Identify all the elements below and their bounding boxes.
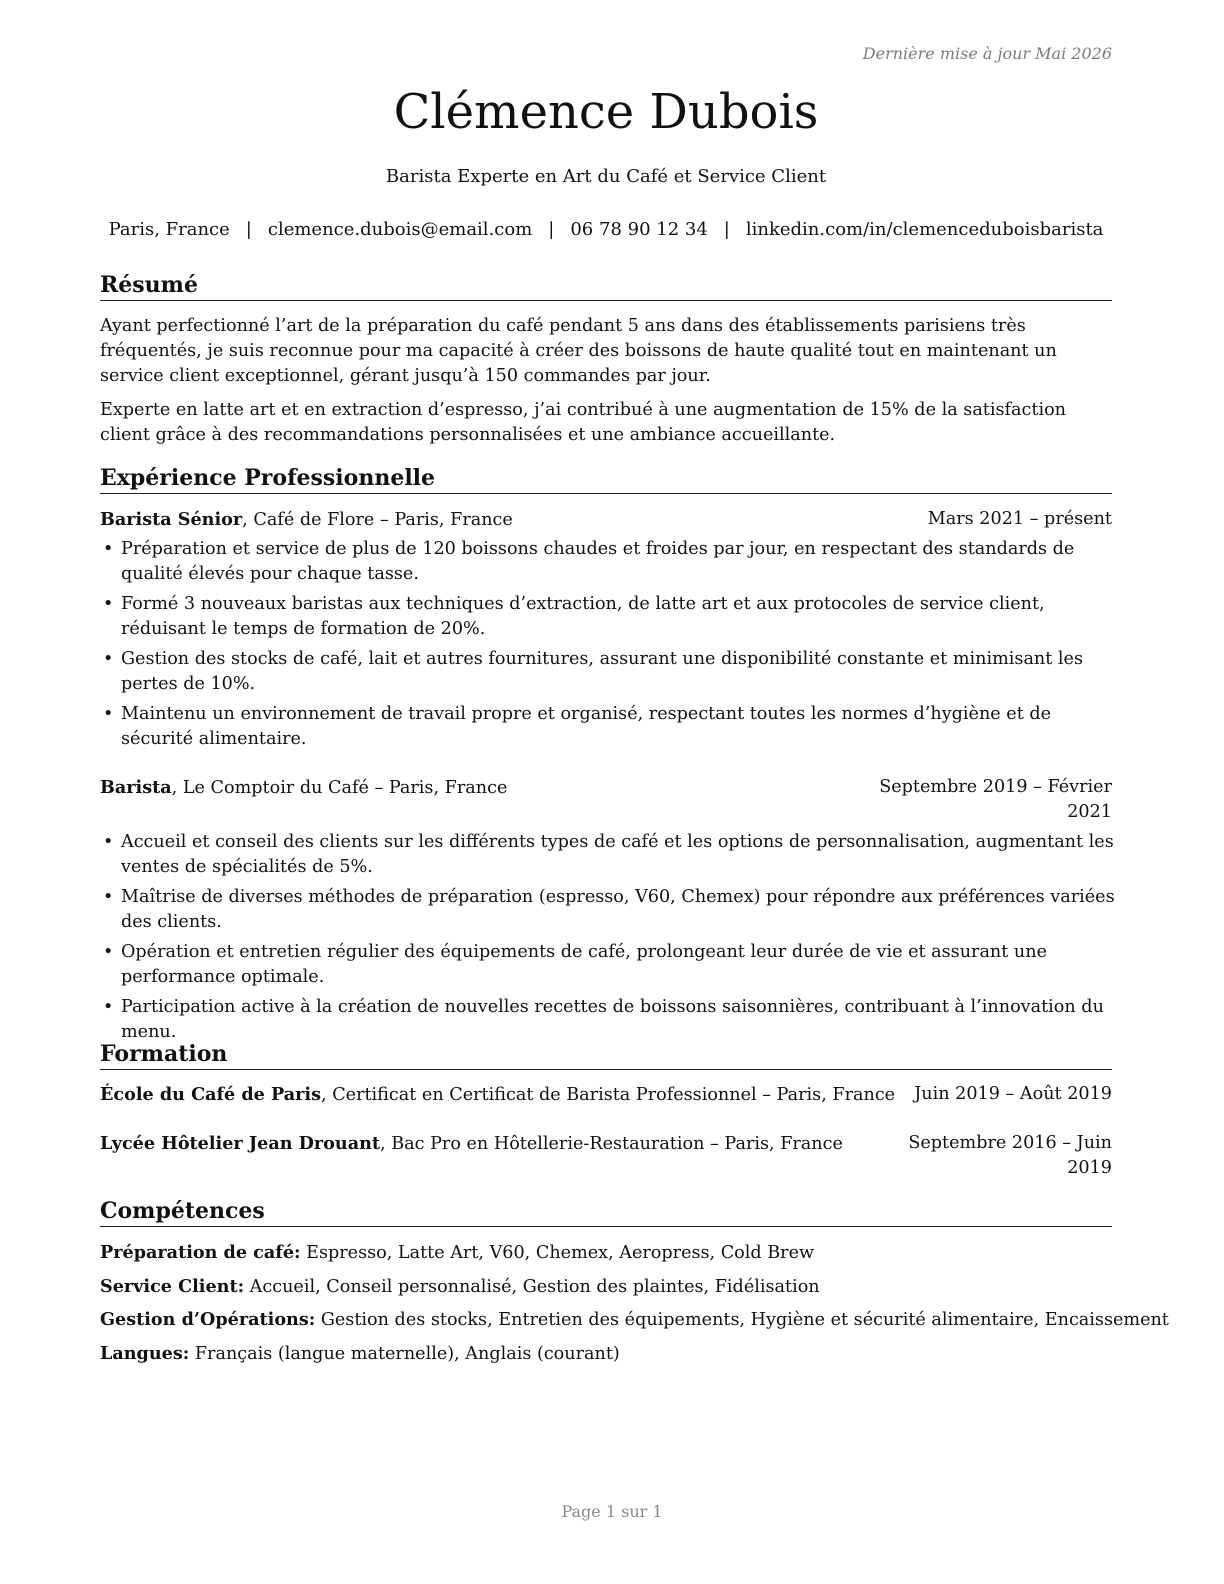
skill-value: Accueil, Conseil personnalisé, Gestion des plaintes, Fidélisation (244, 1277, 820, 1297)
skill-value: Français (langue maternelle), Anglais (courant) (189, 1344, 620, 1364)
job-company: , Le Comptoir du Café – Paris, France (171, 778, 508, 798)
skill-label: Langues: (100, 1343, 190, 1364)
candidate-name: Clémence Dubois (393, 84, 819, 140)
job-dates (879, 775, 1112, 825)
list-item: • Participation active à la création de nouvelles recettes de boissons saisonnières, contribuant à l’innovation du menu. (100, 995, 1116, 1045)
section-title-skills: Compétences (100, 1197, 1112, 1227)
contact-linkedin[interactable]: linkedin.com/in/clemenceduboisbarista (745, 219, 1104, 240)
education-school: École du Café de Paris (100, 1084, 322, 1105)
skill-label: Préparation de café: (100, 1242, 301, 1263)
contact-location: Paris, France (108, 219, 230, 240)
list-item: • Maîtrise de diverses méthodes de préparation (espresso, V60, Chemex) pour répondre aux préférences variées des clients. (100, 885, 1116, 935)
contact-separator: | (723, 219, 730, 240)
section-title-education: Formation (100, 1040, 1112, 1070)
education-dates: Juin 2019 – Août 2019 (914, 1084, 1112, 1104)
list-item: • Préparation et service de plus de 120 boissons chaudes et froides par jour, en respectant des standards de qualité élevés pour chaque tasse. (100, 537, 1116, 587)
skill-row (100, 1341, 1116, 1367)
job-role: Barista Sénior (100, 509, 243, 530)
job-role: Barista (100, 777, 172, 798)
skill-label: Gestion d’Opérations: (100, 1309, 316, 1330)
contact-email[interactable]: clemence.dubois@email.com (267, 219, 533, 240)
section-title-summary: Résumé (100, 271, 1112, 301)
education-dates-line-2: 2019 (1067, 1158, 1112, 1178)
skill-value: Espresso, Latte Art, V60, Chemex, Aeropress, Cold Brew (300, 1243, 815, 1263)
list-item: • Gestion des stocks de café, lait et autres fournitures, assurant une disponibilité constante et minimisant les pertes de 10%. (100, 647, 1116, 697)
contact-line (100, 219, 1112, 240)
list-item: • Formé 3 nouveaux baristas aux techniques d’extraction, de latte art et aux protocoles de service client, réduisant le temps de formation de 20%. (100, 592, 1116, 642)
job-dates-line-2: 2021 (1067, 802, 1112, 822)
job-bullets (100, 537, 1116, 757)
skill-value: Gestion des stocks, Entretien des équipements, Hygiène et sécurité alimentaire, Encaissement (315, 1310, 1169, 1330)
job-dates: Mars 2021 – présent (927, 509, 1112, 529)
skill-row (100, 1274, 1116, 1300)
education-detail: , Bac Pro en Hôtellerie-Restauration – Paris, France (380, 1134, 843, 1154)
job-bullets (100, 830, 1116, 1050)
contact-separator: | (548, 219, 555, 240)
education-dates (908, 1131, 1112, 1181)
last-updated: Dernière mise à jour Mai 2026 (862, 44, 1112, 63)
list-item: • Maintenu un environnement de travail propre et organisé, respectant toutes les normes d’hygiène et de sécurité alimentaire. (100, 702, 1116, 752)
summary-paragraph-2: Experte en latte art et en extraction d’espresso, j’ai contribué à une augmentation de 15% de la satisfaction client grâce à des recommandations personnalisées et une ambiance accueillante. (100, 400, 1067, 445)
section-title-experience: Expérience Professionnelle (100, 464, 1112, 494)
job-dates-line-1: Septembre 2019 – Février (879, 777, 1112, 797)
job-company: , Café de Flore – Paris, France (242, 510, 513, 530)
education-dates-line-1: Septembre 2016 – Juin (908, 1133, 1112, 1153)
list-item: • Opération et entretien régulier des équipements de café, prolongeant leur durée de vie et assurant une performance optimale. (100, 940, 1116, 990)
education-school: Lycée Hôtelier Jean Drouant (100, 1133, 381, 1154)
page-number: Page 1 sur 1 (561, 1502, 663, 1521)
education-detail: , Certificat en Certificat de Barista Professionnel – Paris, France (321, 1085, 896, 1105)
list-item: • Accueil et conseil des clients sur les différents types de café et les options de personnalisation, augmentant les ventes de spécialités de 5%. (100, 830, 1116, 880)
contact-phone: 06 78 90 12 34 (570, 219, 708, 240)
summary-paragraph-1: Ayant perfectionné l’art de la préparation du café pendant 5 ans dans des établissements parisiens très fréquentés, je suis reconnue pour ma capacité à créer des boissons de haute qualité tout en maintenant un service client exceptionnel, gérant jusqu’à 150 commandes par jour. (100, 316, 1057, 386)
headline: Barista Experte en Art du Café et Service Client (385, 166, 827, 187)
skill-label: Service Client: (100, 1276, 245, 1297)
skill-row (100, 1240, 1116, 1266)
skill-row (100, 1307, 1169, 1333)
contact-separator: | (245, 219, 252, 240)
